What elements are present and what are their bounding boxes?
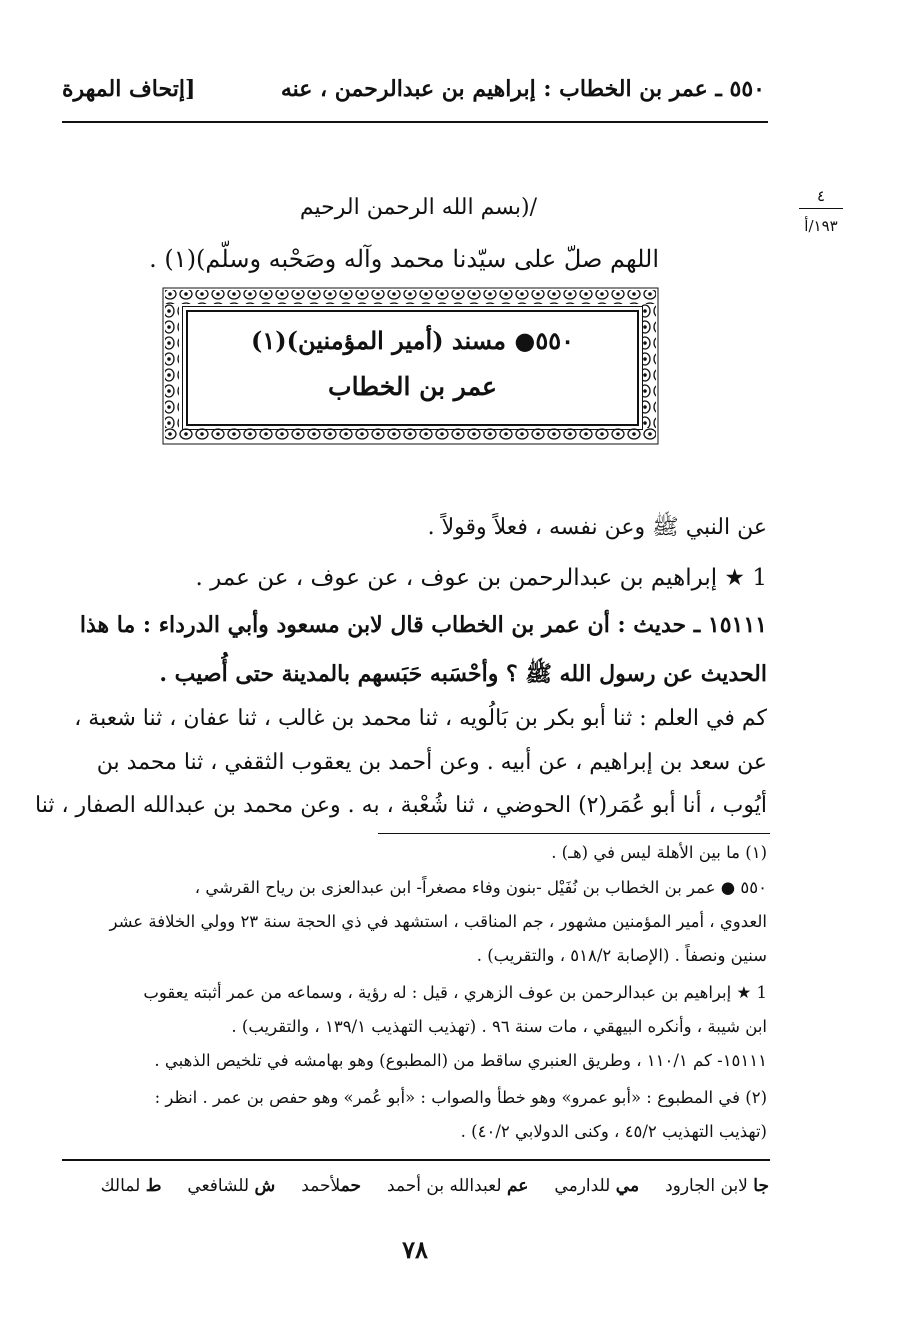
header-divider xyxy=(62,121,768,123)
abbreviations-divider xyxy=(62,1159,770,1161)
margin-note-folio: ١٩٣/أ xyxy=(804,217,838,235)
margin-note-divider xyxy=(799,208,843,209)
hadith-text-line: ١٥١١١ ـ حديث : أن عمر بن الخطاب قال لابن مسعود وأبي الدرداء : ما هذا xyxy=(79,612,767,638)
abbreviation-item: ط لمالك xyxy=(100,1176,162,1196)
footnote: (١) ما بين الأهلة ليس في (هـ) . xyxy=(551,843,767,862)
basmala-line: /(بسم الله الرحمن الرحيم xyxy=(299,195,537,220)
musnad-heading: ٥٥٠● مسند (أمير المؤمنين)(١) xyxy=(251,326,574,355)
footnote: (تهذيب التهذيب ٤٥/٢ ، وكنى الدولابي ٤٠/٢) . xyxy=(460,1122,767,1141)
musnad-subheading: عمر بن الخطاب xyxy=(328,372,497,401)
abbreviations-legend xyxy=(101,1176,769,1196)
hadith-text-line: الحديث عن رسول الله ﷺ ؟ وأحْسَبه حَبَسهم بالمدينة حتى أُصيب . xyxy=(159,661,767,687)
footnote: 1 ★ إبراهيم بن عبدالرحمن بن عوف الزهري ، قيل : له رؤية ، وسماعه من عمر أثبته يعقوب xyxy=(143,983,767,1002)
salawat-line: اللهم صلّ على سيّدنا محمد وآله وصَحْبه وسلّم)(١) . xyxy=(149,245,659,273)
abbreviation-item: عم لعبدالله بن أحمد xyxy=(387,1176,529,1196)
header-section-title: ٥٥٠ ـ عمر بن الخطاب : إبراهيم بن عبدالرحمن ، عنه xyxy=(280,76,765,102)
sources-text-line: أيُوب ، أنا أبو عُمَر(٢) الحوضي ، ثنا شُعْبة ، به . وعن محمد بن عبدالله الصفار ، ثنا xyxy=(34,793,767,818)
sources-text-line: كم في العلم : ثنا أبو بكر بن بَالُويه ، ثنا محمد بن غالب ، ثنا عفان ، ثنا شعبة ، xyxy=(74,706,767,731)
footnote: العدوي ، أمير المؤمنين مشهور ، جم المناقب ، استشهد في ذي الحجة سنة ٢٣ وولي الخلافة عشر xyxy=(109,912,767,931)
footnote: ابن شيبة ، وأنكره البيهقي ، مات سنة ٩٦ . (تهذيب التهذيب ١٣٩/١ ، والتقريب) . xyxy=(231,1017,767,1036)
abbreviation-item: مي للدارمي xyxy=(554,1176,640,1196)
footnote: سنين ونصفاً . (الإصابة ٥١٨/٢ ، والتقريب) . xyxy=(476,946,767,965)
footnote-divider xyxy=(378,833,770,834)
sources-text-line: عن سعد بن إبراهيم ، عن أبيه . وعن أحمد بن يعقوب الثقفي ، ثنا محمد بن xyxy=(96,750,767,775)
abbreviation-item: جا لابن الجارود xyxy=(665,1176,769,1196)
margin-note-volume: ٤ xyxy=(816,187,826,205)
abbreviation-item: حملأحمد xyxy=(301,1176,361,1196)
abbreviation-item: ش للشافعي xyxy=(187,1176,276,1196)
page-number: ٧٨ xyxy=(402,1235,428,1264)
header-book-title: [إتحاف المهرة xyxy=(62,76,196,102)
footnote: ٥٥٠ ● عمر بن الخطاب بن نُفَيْل -بنون وفاء مصغراً- ابن عبدالعزى بن رياح القرشي ، xyxy=(194,878,767,897)
footnote: (٢) في المطبوع : «أبو عمرو» وهو خطأ والصواب : «أبو عُمر» وهو حفص بن عمر . انظر : xyxy=(154,1088,767,1107)
footnote: ١٥١١١- كم ١١٠/١ ، وطريق العنبري ساقط من (المطبوع) وهو بهامشه في تلخيص الذهبي . xyxy=(154,1051,767,1070)
intro-text: عن النبي ﷺ وعن نفسه ، فعلاً وقولاً . xyxy=(427,515,767,540)
narrator-chain: 1 ★ إبراهيم بن عبدالرحمن بن عوف ، عن عوف ، عن عمر . xyxy=(195,565,767,591)
